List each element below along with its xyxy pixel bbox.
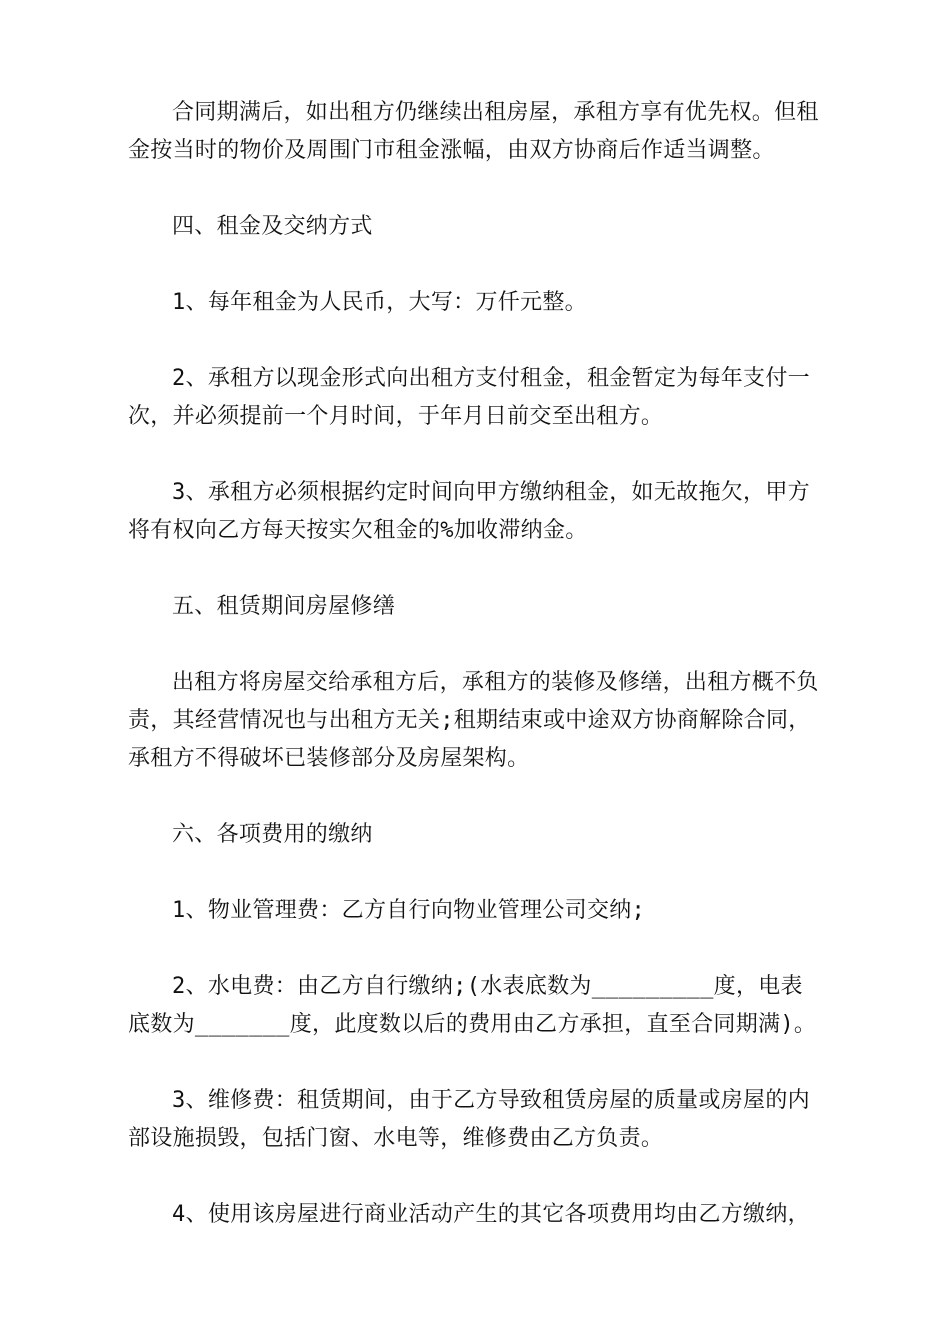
paragraph-maintenance: 3、维修费：租赁期间，由于乙方导致租赁房屋的质量或房屋的内部设施损毁，包括门窗、水电等，维修费由乙方负责。	[128, 1088, 810, 1151]
paragraph-utilities: 2、水电费：由乙方自行缴纳;(水表底数为_________度，电表底数为_______度，此度数以后的费用由乙方承担，直至合同期满)。	[128, 974, 817, 1037]
section-heading-rent: 四、租金及交纳方式	[172, 214, 373, 239]
paragraph-repairs: 出租方将房屋交给承租方后，承租方的装修及修缮，出租方概不负责，其经营情况也与出租方无关;租期结束或中途双方协商解除合同，承租方不得破坏已装修部分及房屋架构。	[128, 670, 819, 771]
document-page	[128, 94, 824, 1234]
paragraph-renewal: 合同期满后，如出租方仍继续出租房屋，承租方享有优先权。但租金按当时的物价及周围门市租金涨幅，由双方协商后作适当调整。	[128, 100, 819, 163]
section-heading-fees: 六、各项费用的缴纳	[172, 822, 373, 847]
paragraph-other-fees: 4、使用该房屋进行商业活动产生的其它各项费用均由乙方缴纳，	[172, 1202, 810, 1227]
paragraph-late-fee: 3、承租方必须根据约定时间向甲方缴纳租金，如无故拖欠，甲方将有权向乙方每天按实欠租金的%加收滞纳金。	[128, 480, 810, 543]
paragraph-property-fee: 1、物业管理费：乙方自行向物业管理公司交纳;	[172, 898, 646, 923]
paragraph-rent-amount: 1、每年租金为人民币，大写：万仟元整。	[172, 290, 587, 315]
section-heading-repairs: 五、租赁期间房屋修缮	[172, 594, 396, 619]
paragraph-rent-payment: 2、承租方以现金形式向出租方支付租金，租金暂定为每年支付一次，并必须提前一个月时间，于年月日前交至出租方。	[128, 366, 810, 429]
